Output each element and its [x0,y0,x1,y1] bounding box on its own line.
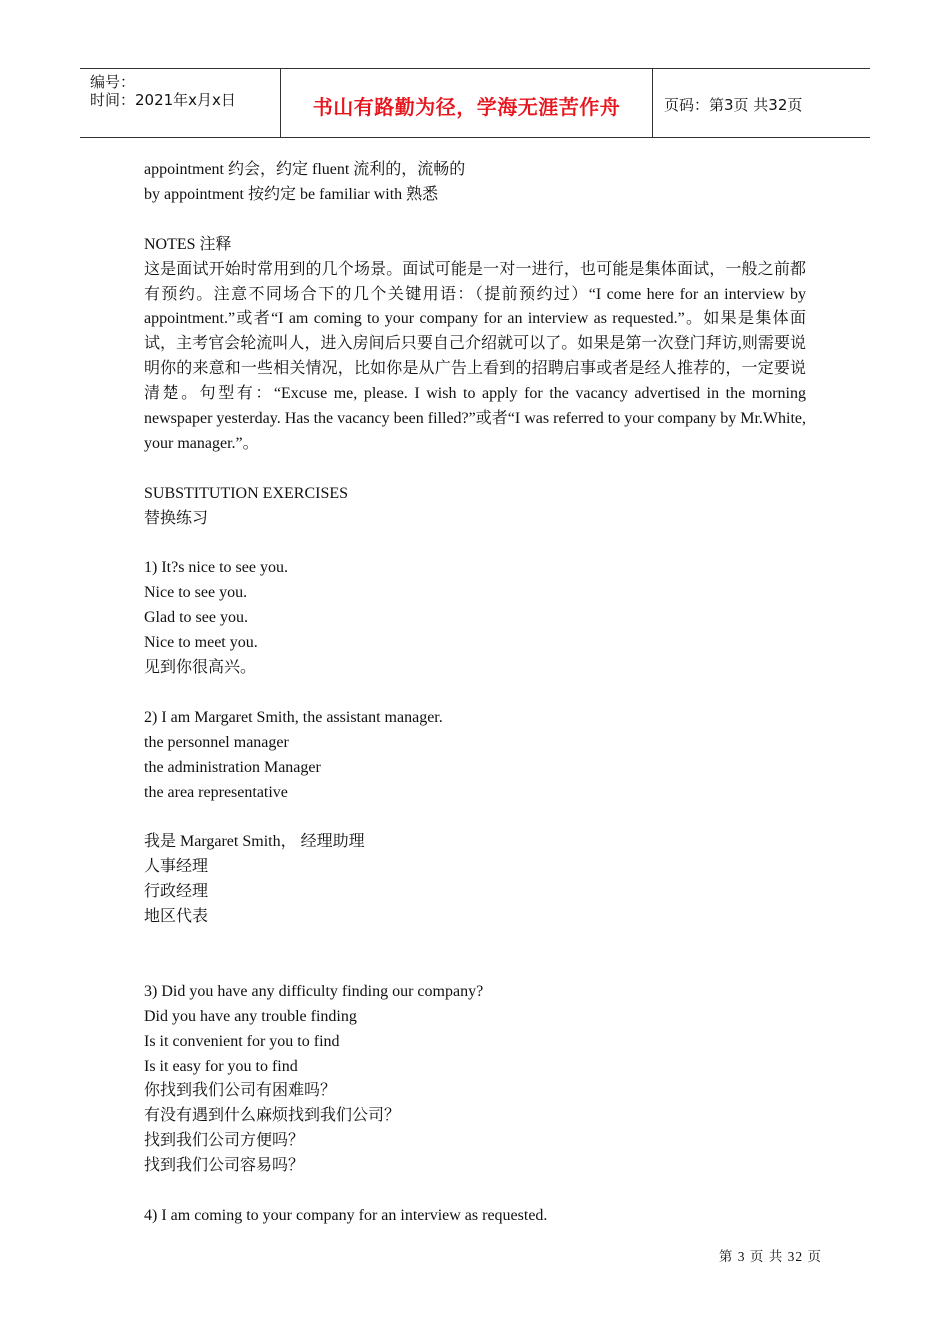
notes-heading: NOTES 注释 [144,235,232,253]
exercise-line: 行政经理 [144,883,209,901]
header-page-label: 页码：第3页 共32页 [664,95,803,114]
page-footer: 第 3 页 共 32 页 [718,1249,822,1264]
exercise-line: Is it convenient for you to find [144,1032,340,1050]
exercise-line: 见到你很高兴。 [144,659,257,677]
document-body [144,158,806,1229]
vocab-line: appointment 约会，约定 fluent 流利的，流畅的 [144,161,466,178]
exercise-line: the personnel manager [144,733,289,751]
exercise-line: Glad to see you. [144,609,248,627]
exercise-line: 1) It?s nice to see you. [144,559,288,577]
number-label: 编号： [90,73,136,91]
exercise-line: Did you have any trouble finding [144,1007,357,1025]
exercise-line: 4) I am coming to your company for an interview as requested. [144,1206,548,1224]
exercise-line: Is it easy for you to find [144,1057,298,1075]
vocab-line: by appointment 按约定 be familiar with 熟悉 [144,185,439,203]
time-label: 时间：2021年x月x日 [90,91,236,109]
exercise-line: 你找到我们公司有困难吗？ [144,1082,337,1100]
notes-paragraph: 这是面试开始时常用到的几个场景。面试可能是一对一进行，也可能是集体面试，一般之前都有预约。注意不同场合下的几个关键用语：（提前预约过）“I come here for an interview by appointment.”或者“I am coming to your company for an interview as requested.”。如果是集体面试，主考官会轮流叫人，进入房间后只要自己介绍就可以了。如果是第一次登门拜访,则需要说明你的来意和一些相关情况，比如你是从广告上看到的招聘启事或者是经人推荐的，一定要说清楚。句型有：“Excuse me, please. I wish to apply for the vacancy advertised in the morning newspaper yesterday. Has the vacancy been filled?”或者“I was referred to your company by Mr.White, your manager.”。 [144,260,806,452]
substitution-heading-cn: 替换练习 [144,509,209,527]
exercise-line: the area representative [144,783,288,801]
header-motto: 书山有路勤为径，学海无涯苦作舟 [281,69,653,137]
exercise-line: 找到我们公司方便吗？ [144,1132,305,1150]
exercise-line: 找到我们公司容易吗？ [144,1157,305,1175]
exercise-line: 人事经理 [144,858,209,876]
exercise-line: Nice to see you. [144,584,248,602]
substitution-heading: SUBSTITUTION EXERCISES [144,484,349,502]
exercise-line: 有没有遇到什么麻烦找到我们公司？ [144,1107,401,1125]
exercise-line: the administration Manager [144,758,321,776]
header-meta-cell [80,69,281,137]
exercise-line: 3) Did you have any difficulty finding our company? [144,982,484,1000]
exercise-line: 2) I am Margaret Smith, the assistant manager. [144,708,443,726]
exercise-line: 地区代表 [144,908,209,926]
exercise-line: Nice to meet you. [144,634,258,652]
page-header [80,68,870,138]
exercise-line: 我是 Margaret Smith， 经理助理 [144,833,365,851]
